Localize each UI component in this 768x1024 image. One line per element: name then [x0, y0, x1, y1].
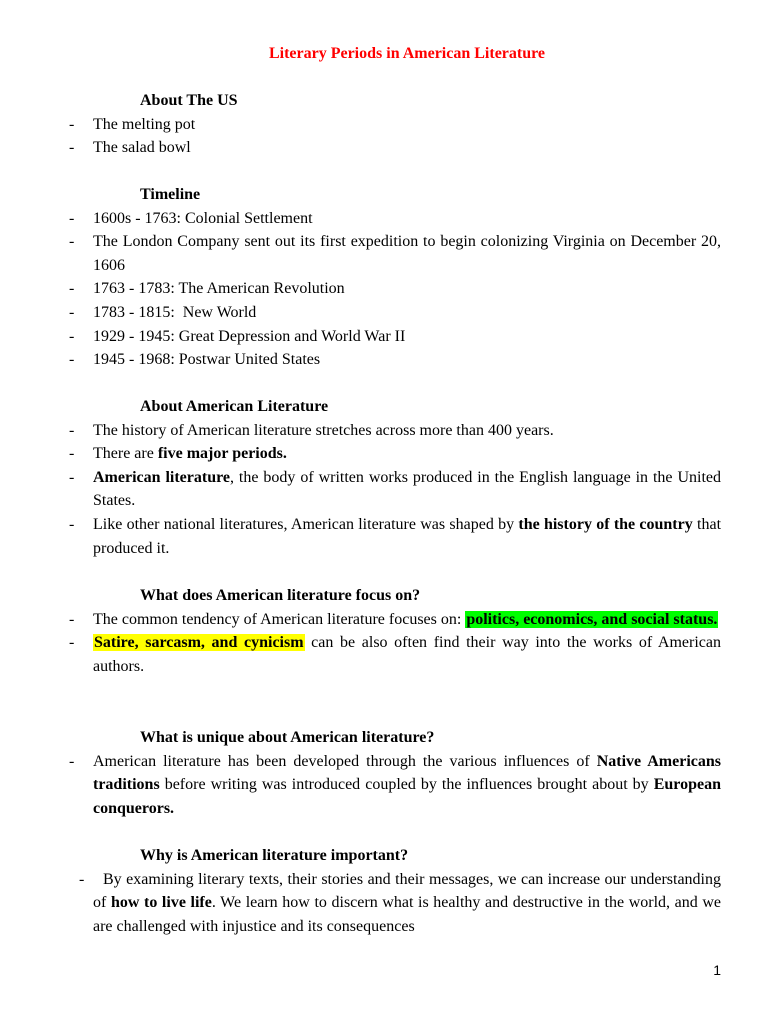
section-important	[0, 844, 768, 938]
list-item: - 1763 - 1783: The American Revolution	[0, 277, 721, 301]
list-item-text: before writing was introduced coupled by the influences brought about by	[159, 776, 654, 794]
list-item-text: By examining literary texts, their stories and their messages, we can increase our understanding of	[93, 870, 721, 912]
section-timeline	[0, 183, 768, 372]
bullet-list	[0, 113, 768, 160]
list-item: - 1945 - 1968: Postwar United States	[0, 348, 721, 372]
list-item: - 1783 - 1815: New World	[0, 301, 721, 325]
list-item: - The salad bowl	[0, 136, 721, 160]
document-title: Literary Periods in American Literature	[268, 45, 546, 62]
list-item: - 1600s - 1763: Colonial Settlement	[0, 207, 721, 231]
page-number: 1	[713, 962, 721, 978]
section-unique	[0, 726, 768, 820]
list-item	[0, 513, 721, 560]
section-heading: Why is American literature important?	[140, 847, 409, 864]
list-item	[0, 868, 721, 939]
list-item-text: The history of American literature stretches across more than 400 years.	[93, 421, 554, 439]
list-item: - 1929 - 1945: Great Depression and World War II	[0, 325, 721, 349]
section-focus	[0, 584, 768, 678]
bullet-list	[0, 608, 768, 679]
bold-text: five major periods.	[157, 445, 287, 463]
bold-text: how to live life	[110, 894, 212, 912]
bullet-list	[0, 868, 768, 939]
section-heading: About American Literature	[140, 398, 329, 415]
section-heading: About The US	[140, 92, 238, 109]
list-item	[0, 631, 721, 678]
list-item	[0, 608, 721, 632]
section-about-us	[0, 89, 768, 160]
list-item-text: . We learn how to discern what is healthy and destructive in the world, and we are challenged with injustice and its consequences	[93, 894, 722, 935]
list-item: - The melting pot	[0, 113, 721, 137]
bullet-list	[0, 419, 768, 561]
section-heading: What is unique about American literature?	[140, 729, 435, 746]
list-item-text: that produced it.	[93, 515, 722, 557]
list-item-text: American literature has been developed through the various influences of	[93, 752, 597, 770]
section-about-american-literature	[0, 395, 768, 560]
list-item-text: , the body of written works produced in the English language in the United States.	[93, 468, 721, 510]
list-item-text: There are	[93, 445, 158, 463]
bold-text: the history of the country	[518, 515, 693, 533]
highlighted-text: politics, economics, and social status.	[466, 610, 718, 628]
bold-text: American literature	[93, 468, 231, 486]
list-item-text: The common tendency of American literature focuses on:	[93, 610, 466, 628]
list-item	[0, 419, 721, 443]
list-item-text: Like other national literatures, American literature was shaped by	[93, 515, 519, 533]
list-item	[0, 442, 721, 466]
list-item	[0, 750, 721, 821]
bold-text: Native Americans traditions	[93, 752, 721, 794]
bullet-list	[0, 750, 768, 821]
highlighted-text: Satire, sarcasm, and cynicism	[94, 634, 304, 652]
list-item-text: can be also often find their way into the works of American authors.	[93, 634, 721, 675]
list-item: - The London Company sent out its first expedition to begin colonizing Virginia on December 20, 1606	[0, 230, 721, 277]
list-item	[0, 466, 721, 513]
section-heading: What does American literature focus on?	[140, 587, 421, 604]
section-heading: Timeline	[140, 186, 201, 203]
bold-text: European conquerors.	[93, 776, 721, 817]
bullet-list	[0, 207, 768, 372]
